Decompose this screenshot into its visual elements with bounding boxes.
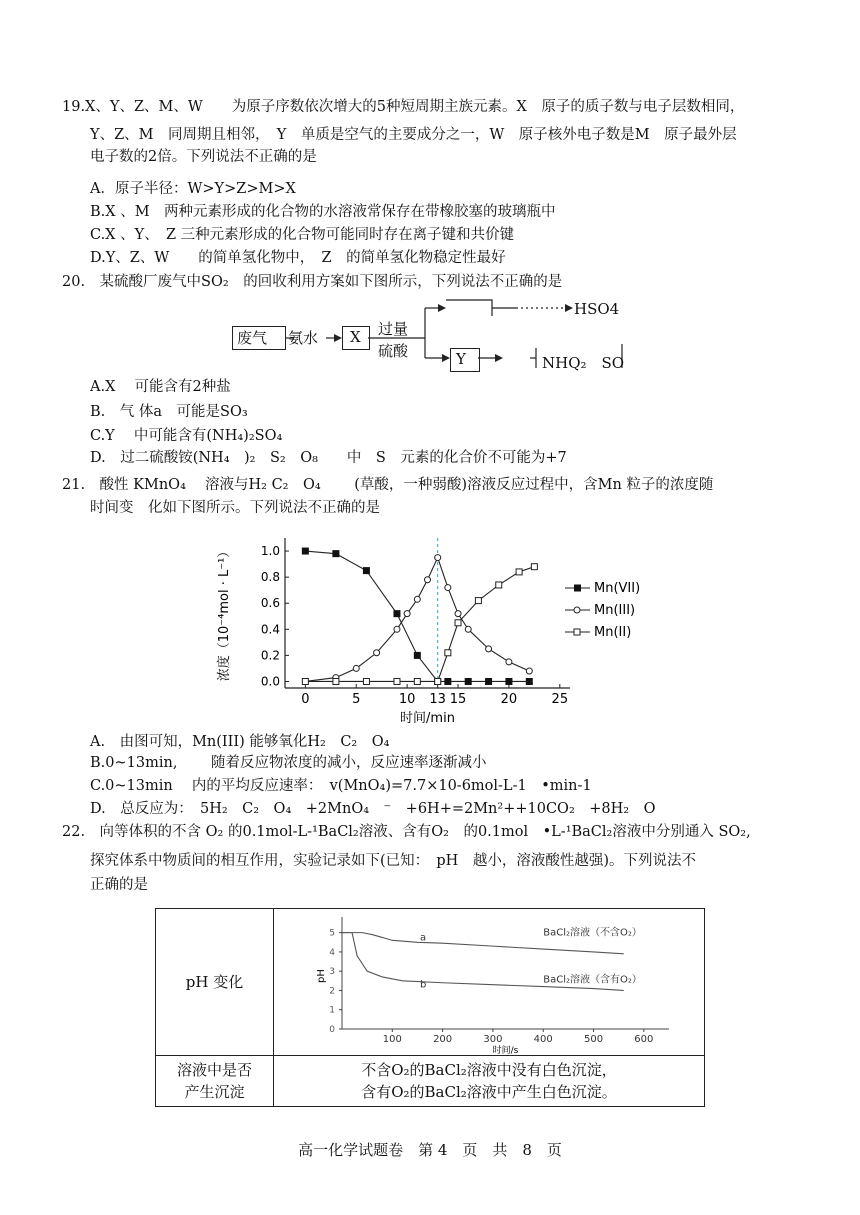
- x-tick-label: 0: [301, 692, 310, 707]
- data-point: [526, 668, 532, 674]
- x-tick-label: 20: [500, 692, 518, 707]
- x-tick-label: 300: [483, 1034, 503, 1045]
- y-tick-label: 1.0: [260, 544, 280, 559]
- data-point: [374, 650, 380, 656]
- data-point: [444, 678, 451, 685]
- row2-text-line2: 含有O₂的BaCl₂溶液中产生白色沉淀。: [361, 1083, 617, 1101]
- q19-option-d: D.Y、Z、W 的简单氢化物中， Z 的简单氢化物稳定性最好: [90, 250, 506, 266]
- data-point: [393, 610, 400, 617]
- acid-label: 硫酸: [378, 342, 409, 360]
- legend-marker: [574, 607, 580, 613]
- row2-text-line1: 不含O₂的BaCl₂溶液中没有白色沉淀，: [361, 1061, 617, 1079]
- q19-option-c: C.X 、Y、 Z 三种元素形成的化合物可能同时存在离子键和共价键: [90, 227, 515, 243]
- data-point: [404, 611, 410, 617]
- page-footer: 高一化学试题卷 第 4 页 共 8 页: [298, 1141, 562, 1159]
- q22-stem-line2: 探究体系中物质间的相互作用，实验记录如下(已知： pH 越小，溶液酸性越强)。下列说法不: [90, 853, 696, 869]
- q21-stem-line1: 21. 酸性 KMnO₄ 溶液与H₂ C₂ O₄ (草酸，一种弱酸)溶液反应过程中，含Mn 粒子的浓度随: [62, 477, 714, 493]
- data-point: [414, 596, 420, 602]
- data-point: [505, 678, 512, 685]
- q21-option-a: A. 由图可知，Mn(III) 能够氧化H₂ C₂ O₄: [90, 734, 390, 750]
- chart-legend: [565, 581, 640, 640]
- y-tick-label: 0: [329, 1025, 335, 1035]
- data-point: [394, 626, 400, 632]
- q20-option-d: D. 过二硫酸铵(NH₄ )₂ S₂ O₈ 中 S 元素的化合价不可能为+7: [90, 450, 567, 466]
- x-tick-label: 600: [634, 1034, 654, 1045]
- series-name: a: [419, 932, 427, 944]
- q20-option-a: A.X 可能含有2种盐: [90, 379, 231, 395]
- data-point: [414, 652, 421, 659]
- x-tick-label: 100: [382, 1034, 402, 1045]
- x-tick-label: 5: [352, 692, 361, 707]
- y-tick-label: 0.8: [260, 570, 280, 585]
- x-tick-label: 13: [429, 692, 446, 707]
- y-tick-label: 3: [329, 967, 335, 978]
- data-point: [332, 550, 339, 557]
- row2-label-line1: 溶液中是否: [176, 1061, 252, 1079]
- data-point: [445, 650, 451, 656]
- data-point: [414, 678, 420, 684]
- data-point: [363, 567, 370, 574]
- data-point: [496, 582, 502, 588]
- data-point: [486, 646, 492, 652]
- data-point: [465, 626, 471, 632]
- x-tick-label: 400: [533, 1034, 553, 1045]
- q22-table: [155, 908, 705, 1107]
- data-point: [516, 569, 522, 575]
- series-annotation: BaCl₂溶液（不含O₂）: [543, 927, 642, 939]
- y-tick-label: 0.6: [260, 596, 280, 611]
- q21-stem-line2: 时间变 化如下图所示。下列说法不正确的是: [90, 500, 380, 516]
- legend-marker: [574, 629, 580, 635]
- data-point: [435, 555, 441, 561]
- y-tick-label: 1: [329, 1005, 335, 1016]
- data-point: [455, 620, 461, 626]
- product-top-label: HSO4: [574, 300, 620, 318]
- legend-marker: [574, 585, 581, 592]
- mn-concentration-chart: [210, 528, 660, 728]
- waste-gas-label: 废气: [237, 329, 268, 347]
- q22-stem-line1: 22. 向等体积的不含 O₂ 的0.1mol-L-¹BaCl₂溶液、含有O₂ 的0.1mol •L-¹BaCl₂溶液中分别通入 SO₂,: [62, 824, 751, 840]
- series-line: [305, 551, 529, 681]
- y-tick-label: 0.0: [260, 674, 280, 689]
- data-point: [302, 548, 309, 555]
- series-name: b: [419, 979, 427, 991]
- chart-series: [302, 548, 538, 685]
- y-axis-label: 浓度（10⁻⁴mol · L⁻¹）: [217, 544, 232, 682]
- data-point: [363, 678, 369, 684]
- series-line: [305, 558, 529, 682]
- data-point: [526, 678, 533, 685]
- ph-chart: [274, 909, 704, 1055]
- q21-option-d: D. 总反应为： 5H₂ C₂ O₄ +2MnO₄ ⁻ +6H+=2Mn²++10CO₂ +8H₂ O: [90, 801, 656, 817]
- x-tick-label: 500: [583, 1034, 604, 1045]
- q19-stem-line3: 电子数的2倍。下列说法不正确的是: [90, 149, 317, 165]
- row2-text-cell: [274, 1056, 705, 1107]
- data-point: [475, 598, 481, 604]
- y-label: Y: [456, 350, 466, 368]
- y-tick-label: 0.2: [260, 648, 280, 663]
- excess-label: 过量: [378, 320, 409, 338]
- data-point: [485, 678, 492, 685]
- row2-label-cell: [156, 1056, 274, 1107]
- legend-label: Mn(VII): [594, 581, 641, 596]
- y-tick-label: 4: [329, 947, 335, 958]
- q19-option-a: A．原子半径：W>Y>Z>M>X: [90, 181, 296, 197]
- data-point: [445, 585, 451, 591]
- x-tick-label: 200: [433, 1034, 453, 1045]
- data-point: [302, 678, 308, 684]
- x-axis-label: 时间/min: [400, 711, 455, 726]
- data-point: [465, 678, 472, 685]
- y-axis-label: pH: [316, 969, 327, 983]
- x-tick-label: 10: [398, 692, 416, 707]
- product-bottom-label: NHQ₂ SO: [542, 354, 625, 372]
- q19-stem-line1: 19.X、Y、Z、M、W 为原子序数依次增大的5种短周期主族元素。X 原子的质子数与电子层数相同，: [62, 99, 745, 115]
- chart-series: [342, 926, 642, 991]
- q19-option-b: B.X 、M 两种元素形成的化合物的水溶液常保存在带橡胶塞的玻璃瓶中: [90, 204, 556, 220]
- data-point: [455, 611, 461, 617]
- x-axis-label: 时间/s: [492, 1046, 519, 1055]
- y-tick-label: 0.4: [260, 622, 280, 637]
- series-annotation: BaCl₂溶液（含有O₂）: [543, 974, 642, 986]
- row1-label-cell: [156, 909, 274, 1056]
- y-tick-label: 5: [329, 928, 335, 939]
- ammonia-label: 氨水: [288, 329, 319, 347]
- data-point: [506, 659, 512, 665]
- data-point: [425, 577, 431, 583]
- data-point: [435, 678, 441, 684]
- q21-option-b: B.0~13min, 随着反应物浓度的减小，反应速率逐渐减小: [90, 755, 487, 771]
- q19-stem-line2: Y、Z、M 同周期且相邻， Y 单质是空气的主要成分之一，W 原子核外电子数是M 原子最外层: [90, 127, 737, 143]
- data-point: [531, 564, 537, 570]
- data-point: [333, 678, 339, 684]
- q20-option-b: B. 气 体a 可能是SO₃: [90, 404, 248, 420]
- q20-option-c: C.Y 中可能含有(NH₄)₂SO₄: [90, 428, 283, 444]
- q20-stem: 20. 某硫酸厂废气中SO₂ 的回收利用方案如下图所示，下列说法不正确的是: [62, 274, 563, 290]
- x-label: X: [350, 328, 361, 346]
- x-tick-label: 25: [551, 692, 569, 707]
- data-point: [394, 678, 400, 684]
- data-point: [353, 665, 359, 671]
- q22-stem-line3: 正确的是: [90, 877, 148, 893]
- legend-label: Mn(II): [594, 625, 632, 640]
- y-tick-label: 2: [329, 986, 335, 997]
- x-tick-label: 15: [449, 692, 467, 707]
- q20-flow-diagram: [220, 296, 640, 376]
- row1-label: pH 变化: [185, 973, 244, 991]
- row1-chart-cell: [274, 909, 705, 1056]
- legend-label: Mn(III): [594, 603, 636, 618]
- row2-label-line2: 产生沉淀: [184, 1083, 245, 1101]
- q21-option-c: C.0~13min 内的平均反应速率： v(MnO₄)=7.7×10-6mol-L-1 •min-1: [90, 778, 592, 794]
